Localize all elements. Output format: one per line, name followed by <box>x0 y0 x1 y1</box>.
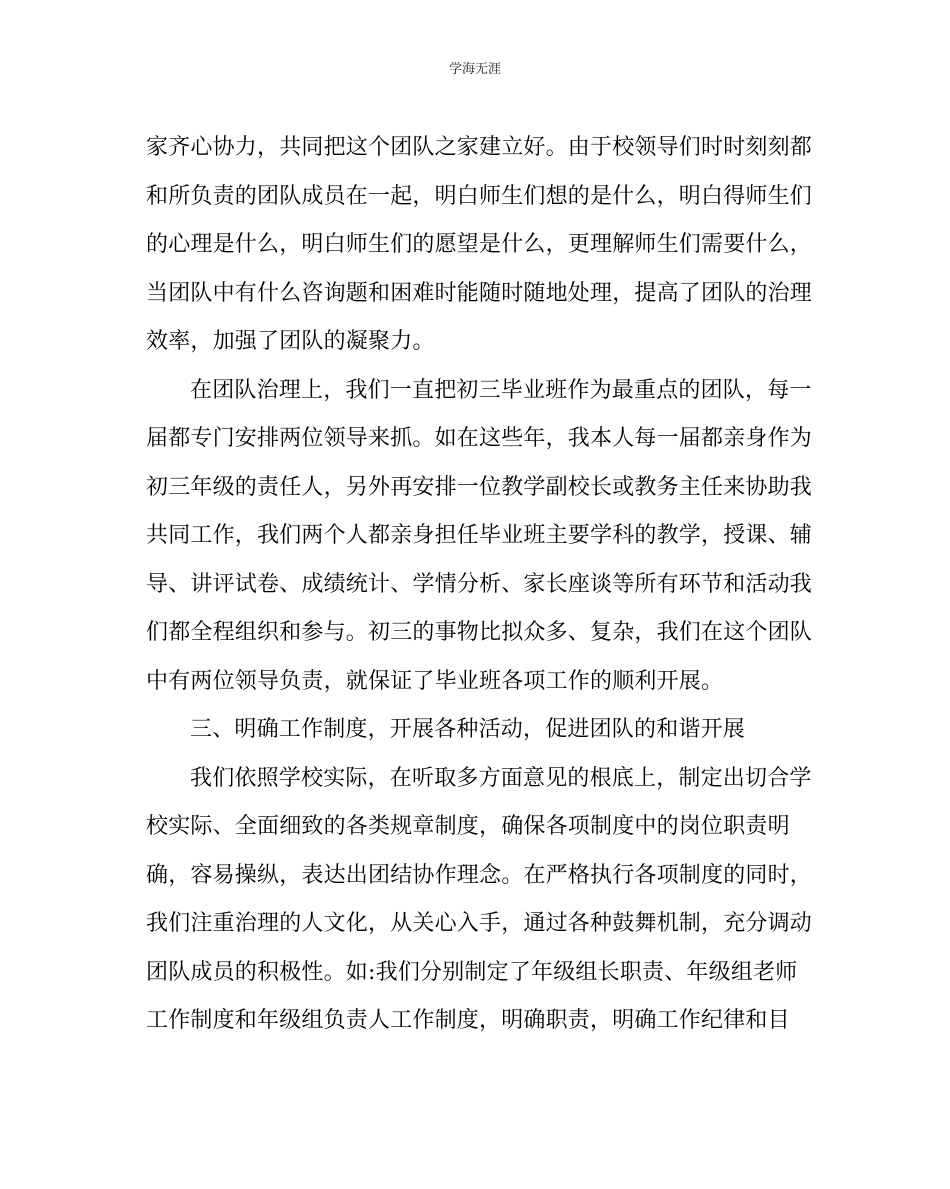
text-line: 我们注重治理的人文化，从关心入手，通过各种鼓舞机制，充分调动 <box>146 911 813 936</box>
text-line: 当团队中有什么咨询题和困难时能随时随地处理，提高了团队的治理 <box>146 280 813 306</box>
header-title: 学海无涯 <box>448 62 501 77</box>
document-body <box>146 124 813 1046</box>
text-line: 团队成员的积极性。如:我们分别制定了年级组长职责、年级组老师 <box>146 959 798 985</box>
text-line: 届都专门安排两位领导来抓。如在这些年，我本人每一届都亲身作为 <box>146 426 813 451</box>
paragraph-2 <box>146 367 813 707</box>
text-line: 导、讲评试卷、成绩统计、学情分析、家长座谈等所有环节和活动我 <box>146 571 813 597</box>
section-heading-text: 三、明确工作制度，开展各种活动，促进团队的和谐开展 <box>190 717 746 742</box>
text-line: 们都全程组织和参与。初三的事物比拟众多、复杂，我们在这个团队 <box>146 620 813 645</box>
text-line: 我们依照学校实际，在听取多方面意见的根底上，制定出切合学 <box>190 765 812 791</box>
text-line: 初三年级的责任人，另外再安排一位教学副校长或教务主任来协助我 <box>146 474 813 500</box>
text-line: 和所负责的团队成员在一起，明白师生们想的是什么，明白得师生们 <box>146 183 813 209</box>
text-line: 家齐心协力，共同把这个团队之家建立好。由于校领导们时时刻刻都 <box>146 135 813 160</box>
text-line: 中有两位领导负责，就保证了毕业班各项工作的顺利开展。 <box>146 668 724 694</box>
text-line: 的心理是什么，明白师生们的愿望是什么，更理解师生们需要什么， <box>146 232 813 257</box>
text-line: 共同工作，我们两个人都亲身担任毕业班主要学科的教学，授课、辅 <box>146 523 813 548</box>
paragraph-1 <box>146 124 813 367</box>
text-line: 在团队治理上，我们一直把初三毕业班作为最重点的团队，每一 <box>190 377 812 403</box>
text-line: 效率，加强了团队的凝聚力。 <box>146 329 435 354</box>
paragraph-3 <box>146 755 813 1046</box>
page-header <box>0 62 950 78</box>
text-line: 确，容易操纵，表达出团结协作理念。在严格执行各项制度的同时， <box>146 862 813 888</box>
section-heading <box>146 706 806 755</box>
text-line: 工作制度和年级组负责人工作制度，明确职责，明确工作纪律和目 <box>146 1008 790 1033</box>
text-line: 校实际、全面细致的各类规章制度，确保各项制度中的岗位职责明 <box>146 814 790 839</box>
